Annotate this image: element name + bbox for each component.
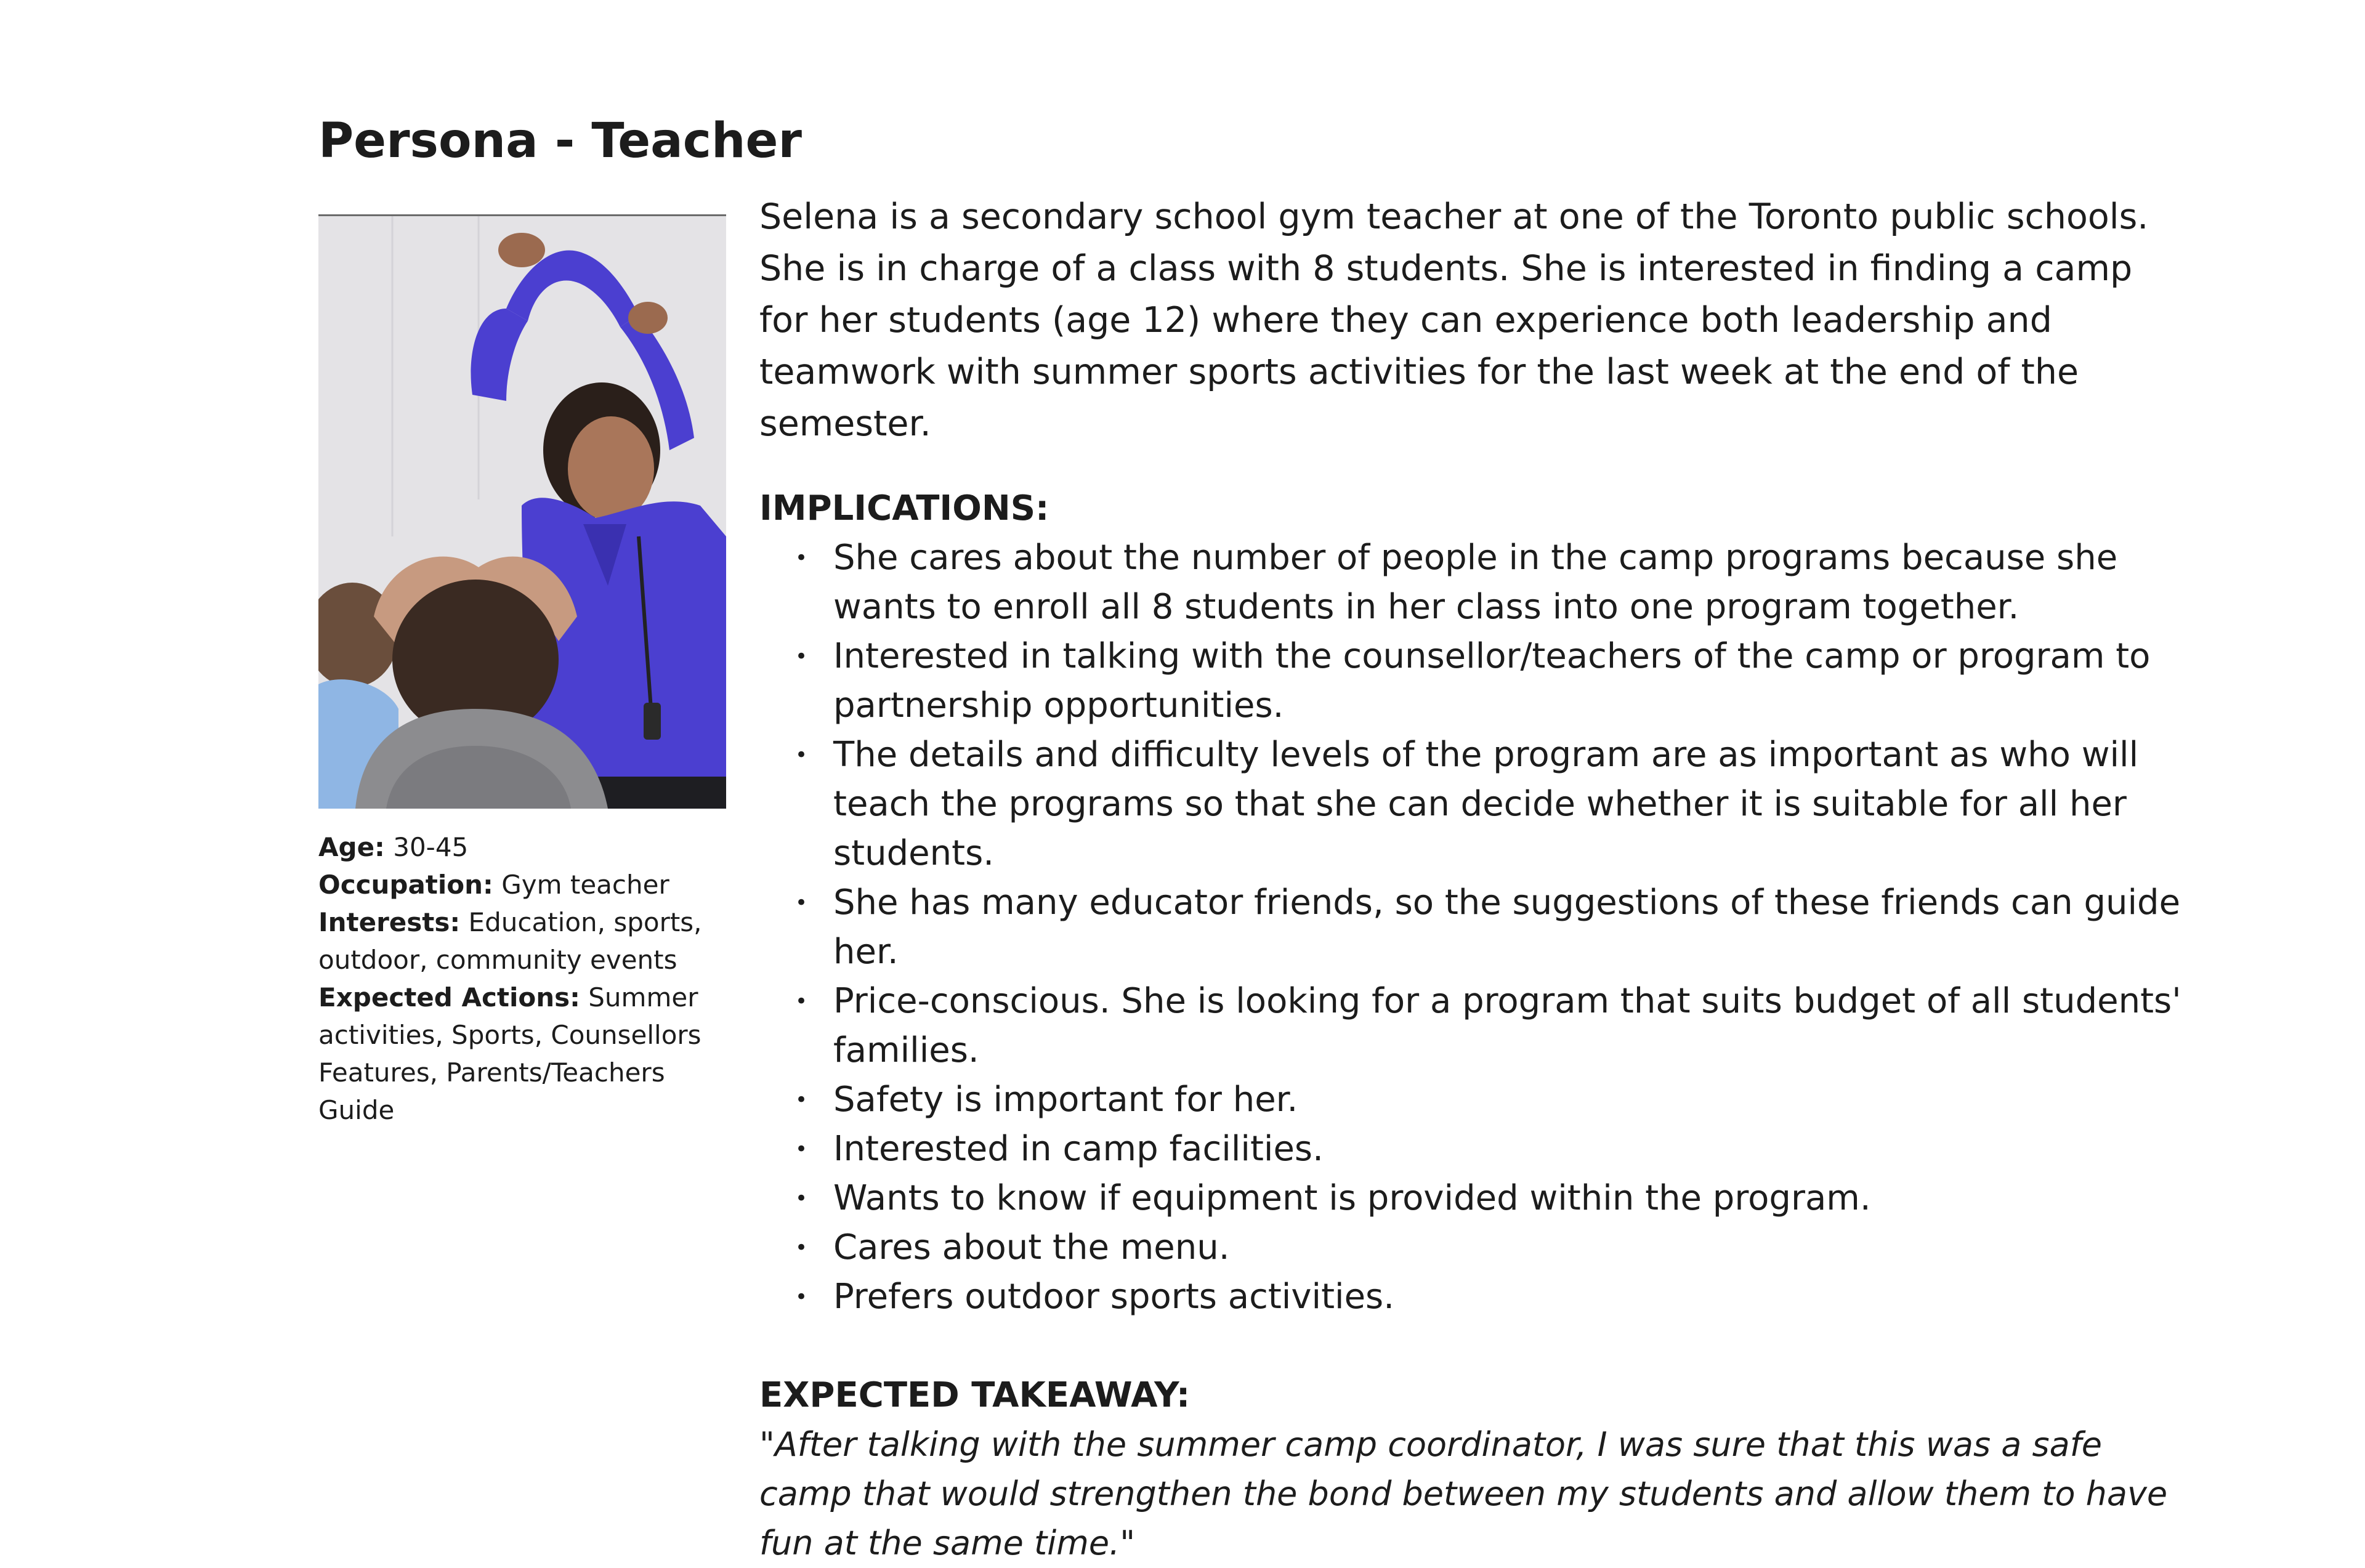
bullet-icon: • xyxy=(795,1285,808,1309)
bullet-icon: • xyxy=(795,644,808,669)
takeaway-quote: "After talking with the summer camp coordinator, I was sure that this was a safe camp that would strengthen the bond between my students and allow them to have fun at the same time." xyxy=(759,1425,2168,1562)
list-item xyxy=(759,1272,2188,1322)
implications-heading: IMPLICATIONS: xyxy=(759,488,1049,528)
fact-occupation xyxy=(318,866,713,903)
list-item-text: The details and difficulty levels of the program are as important as who will teach the programs so that she can decide whether it is suitable for all her students. xyxy=(833,735,2139,873)
list-item-text: She has many educator friends, so the suggestions of these friends can guide her. xyxy=(833,883,2181,972)
list-item-text: Interested in talking with the counsellor/teachers of the camp or program to partnership opportunities. xyxy=(833,636,2151,725)
list-item xyxy=(759,1174,2188,1223)
takeaway-heading: EXPECTED TAKEAWAY: xyxy=(759,1375,1191,1415)
list-item-text: Cares about the menu. xyxy=(833,1227,1230,1267)
fact-value: 30-45 xyxy=(393,832,469,862)
list-item xyxy=(759,878,2188,977)
intro-paragraph: Selena is a secondary school gym teacher at one of the Toronto public schools. She is in charge of a class with 8 students. She is interested in finding a camp for her students (age 12) where they can experience both leadership and teamwork with summer sports activities for the last week at the end of the semester. xyxy=(759,196,2149,444)
teacher-stretching-photo-icon xyxy=(318,216,726,809)
bullet-icon: • xyxy=(795,989,808,1014)
fact-value: Education, sports, outdoor, community events xyxy=(318,907,702,975)
persona-facts xyxy=(318,828,713,1129)
list-item xyxy=(759,1075,2188,1125)
bullet-icon: • xyxy=(795,1186,808,1211)
fact-label: Expected Actions: xyxy=(318,982,580,1012)
fact-interests xyxy=(318,903,713,979)
list-item-text: Price-conscious. She is looking for a program that suits budget of all students' families. xyxy=(833,981,2181,1070)
list-item-text: Interested in camp facilities. xyxy=(833,1129,1324,1169)
persona-description xyxy=(759,191,2188,1568)
fact-value: Gym teacher xyxy=(501,870,669,900)
list-item-text: She cares about the number of people in the camp programs because she wants to enroll all 8 students in her class into one program together. xyxy=(833,538,2118,627)
bullet-icon: • xyxy=(795,891,808,915)
bullet-icon: • xyxy=(795,546,808,570)
list-item xyxy=(759,1125,2188,1174)
list-item-text: Prefers outdoor sports activities. xyxy=(833,1277,1395,1317)
list-item xyxy=(759,533,2188,632)
fact-age xyxy=(318,828,713,866)
fact-label: Age: xyxy=(318,832,385,862)
page-title: Persona - Teacher xyxy=(318,113,802,169)
list-item-text: Safety is important for her. xyxy=(833,1080,1298,1120)
fact-label: Occupation: xyxy=(318,870,493,900)
fact-expected-actions xyxy=(318,979,713,1129)
list-item-text: Wants to know if equipment is provided within the program. xyxy=(833,1178,1871,1218)
list-item xyxy=(759,1223,2188,1272)
fact-label: Interests: xyxy=(318,907,461,937)
bullet-icon: • xyxy=(795,743,808,767)
fact-value: Summer activities, Sports, Counsellors Features, Parents/Teachers Guide xyxy=(318,982,701,1125)
list-item xyxy=(759,632,2188,730)
list-item xyxy=(759,730,2188,878)
bullet-icon: • xyxy=(795,1235,808,1260)
bullet-icon: • xyxy=(795,1137,808,1162)
persona-photo xyxy=(318,214,726,809)
bullet-icon: • xyxy=(795,1088,808,1112)
list-item xyxy=(759,977,2188,1075)
implications-list xyxy=(759,533,2188,1322)
